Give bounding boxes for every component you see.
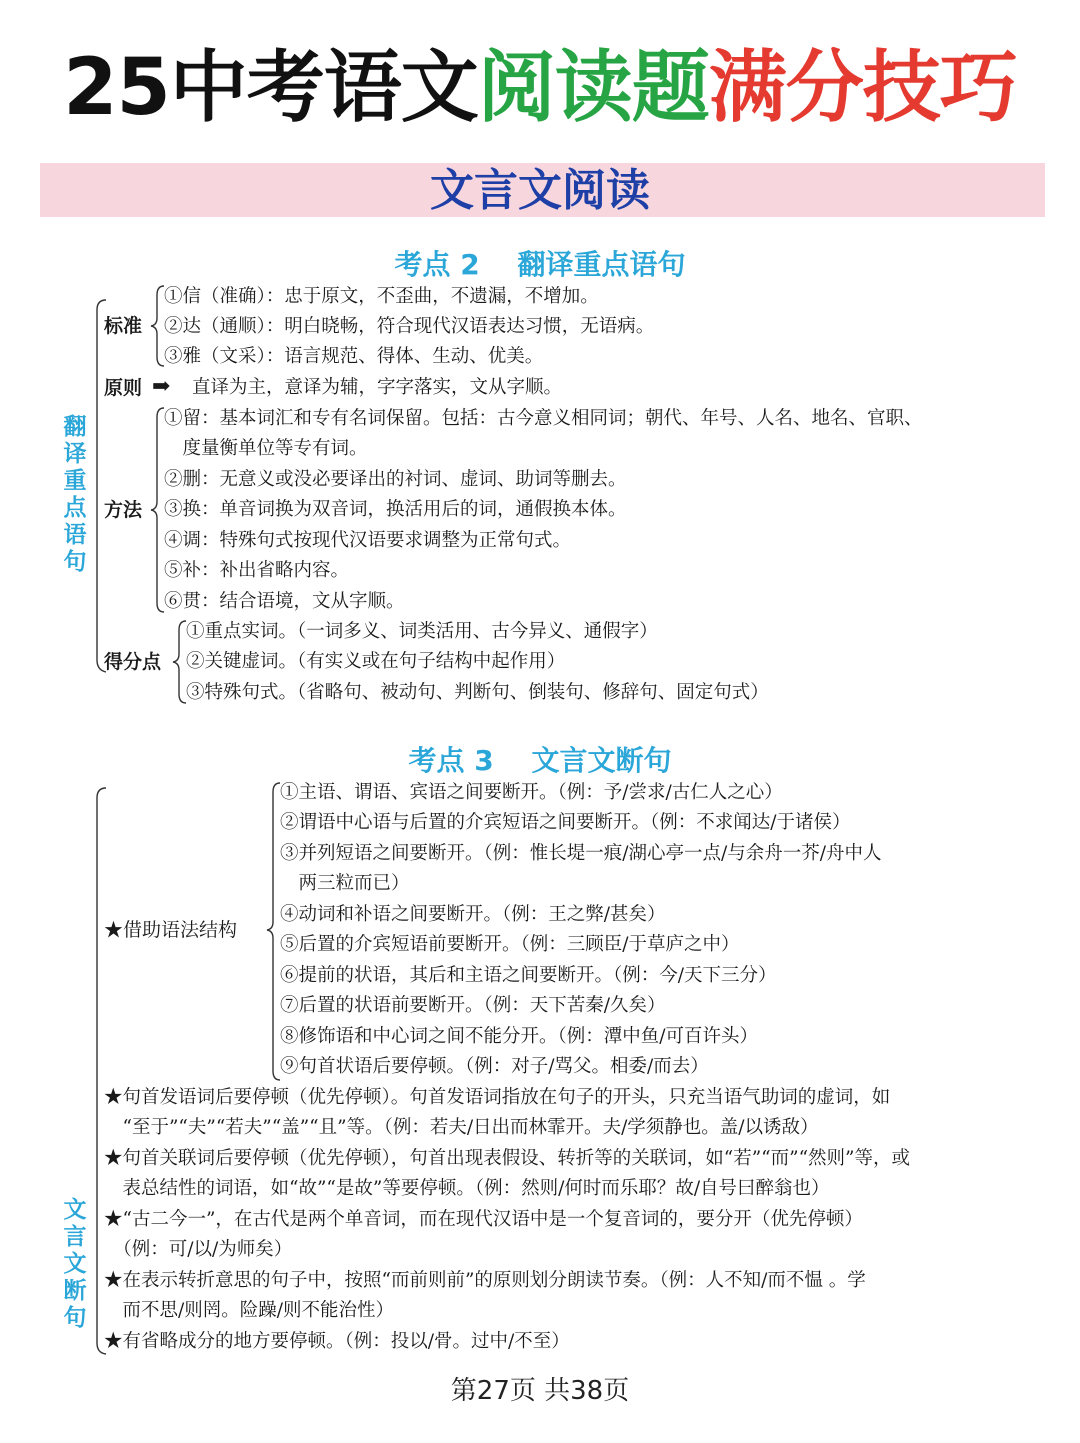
method-item-5: ⑤补：补出省略内容。 [164,560,350,581]
section2-main-bracket [92,300,112,680]
title-part1: 25中考语文 [63,43,478,133]
page-number: 第27页 共38页 [450,1376,630,1406]
star-rule-4: ★在表示转折意思的句子中，按照“而前则前”的原则划分朗读节奏。（例：人不知/而不愠 。学 [104,1270,866,1291]
side-label-char: 断 [63,1278,87,1304]
page-title [0,40,1080,136]
grammar-item-8: ⑧修饰语和中心词之间不能分开。（例：潭中鱼/可百许头） [280,1026,758,1047]
section2-heading: 考点 2 翻译重点语句 [394,248,686,281]
method-item-1: ①留：基本词汇和专有名词保留。包括：古今意义相同词；朝代、年号、人名、地名、官职、 [164,408,923,429]
grammar-item-3: ③并列短语之间要断开。（例：惟长堤一痕/湖心亭一点/与余舟一芥/舟中人 [280,843,882,864]
standard-item-2: ②达（通顺）：明白晓畅，符合现代汉语表达习惯，无语病。 [164,316,655,337]
section3-heading: 考点 3 文言文断句 [408,744,672,777]
grammar-item-7: ⑦后置的状语前要断开。（例：天下苦秦/久矣） [280,995,666,1016]
grammar-item-4: ④动词和补语之间要断开。（例：王之弊/甚矣） [280,904,666,925]
side-label-char: 语 [63,522,87,548]
title-part2: 阅读题 [477,43,709,133]
star-rule-2-cont: 表总结性的词语，如“故”“是故”等要停顿。（例：然则/何时而乐耶？故/自号曰醉翁也） [104,1178,830,1199]
grammar-item-3-cont: 两三粒而已） [280,873,410,894]
grammar-item-9: ⑨句首状语后要停顿。（例：对子/骂父。相委/而去） [280,1056,709,1077]
score-label: 得分点 [104,651,162,673]
score-item-3: ③特殊句式。（省略句、被动句、判断句、倒装句、修辞句、固定句式） [186,682,769,703]
banner-title: 文言文阅读 [430,165,650,216]
star-rule-4-cont: 而不思/则罔。险躁/则不能治性） [104,1300,394,1321]
star-rule-3-cont: （例：可/以/为师矣） [104,1239,293,1260]
side-label-char: 点 [63,495,87,521]
method-item-1-cont: 度量衡单位等专有词。 [164,438,368,459]
side-label-char: 句 [63,1305,87,1331]
arrow-icon: ➡ [152,374,171,399]
grammar-label: ★借助语法结构 [104,919,238,941]
side-label-char: 文 [63,1251,87,1277]
method-item-3: ③换：单音词换为双音词，换活用后的词，通假换本体。 [164,499,627,520]
star-rule-1: ★句首发语词后要停顿（优先停顿）。句首发语词指放在句子的开头，只充当语气助词的虚词，如 [104,1087,891,1108]
grammar-item-1: ①主语、谓语、宾语之间要断开。（例：予/尝求/古仁人之心） [280,782,783,803]
principle-label: 原则 [104,377,143,399]
grammar-item-2: ②谓语中心语与后置的介宾短语之间要断开。（例：不求闻达/于诸侯） [280,812,851,833]
method-item-6: ⑥贯：结合语境，文从字顺。 [164,591,405,612]
principle-text: 直译为主，意译为辅，字字落实，文从字顺。 [192,377,563,398]
grammar-item-5: ⑤后置的介宾短语前要断开。（例：三顾臣/于草庐之中） [280,934,740,955]
side-label-char: 文 [63,1197,87,1223]
standard-item-1: ①信（准确）：忠于原文，不歪曲，不遗漏，不增加。 [164,286,599,307]
star-rule-1-cont: “至于”“夫”“若夫”“盖”“且”等。（例：若夫/日出而林霏开。夫/学须静也。盖/以诱敌） [104,1117,819,1138]
side-label-char: 译 [63,441,87,467]
standard-label: 标准 [104,315,143,337]
star-rule-2: ★句首关联词后要停顿（优先停顿），句首出现表假设、转折等的关联词，如“若”“而”“然则”等，或 [104,1148,911,1169]
section3-side-label [61,1197,89,1332]
grammar-item-6: ⑥提前的状语，其后和主语之间要断开。（例：今/天下三分） [280,965,777,986]
method-item-2: ②删：无意义或没必要译出的衬词、虚词、助词等删去。 [164,469,627,490]
section2-side-label [61,414,89,576]
standard-item-3: ③雅（文采）：语言规范、得体、生动、优美。 [164,346,544,367]
score-item-2: ②关键虚词。（有实义或在句子结构中起作用） [186,651,566,672]
side-label-char: 句 [63,549,87,575]
side-label-char: 言 [63,1224,87,1250]
star-rule-3: ★“古二今一”，在古代是两个单音词，而在现代汉语中是一个复音词的，要分开（优先停顿） [104,1209,863,1230]
method-label: 方法 [104,499,143,521]
side-label-char: 翻 [63,414,87,440]
title-part3: 满分技巧 [708,43,1017,133]
score-item-1: ①重点实词。（一词多义、词类活用、古今异义、通假字） [186,621,658,642]
method-item-4: ④调：特殊句式按现代汉语要求调整为正常句式。 [164,530,572,551]
star-rule-5: ★有省略成分的地方要停顿。（例：投以/骨。过中/不至） [104,1331,570,1352]
side-label-char: 重 [63,468,87,494]
